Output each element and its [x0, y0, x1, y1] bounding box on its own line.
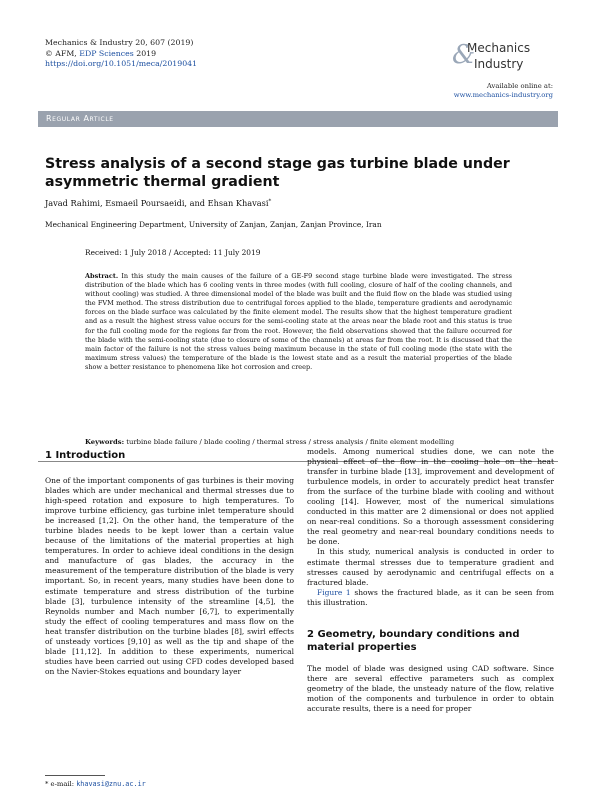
- section-1-right-paragraph-3: Figure 1 shows the fractured blade, as it can be seen from this illustration.: [307, 587, 554, 607]
- article-type-banner: [38, 111, 558, 127]
- affiliation: Mechanical Engineering Department, University of Zanjan, Zanjan, Zanjan Province, Iran: [45, 220, 382, 229]
- availability-note: [454, 82, 553, 100]
- abstract: [85, 272, 512, 372]
- footnote: * e-mail: khavasi@znu.ac.ir: [45, 780, 146, 788]
- right-column: [307, 447, 554, 714]
- figure-1-link[interactable]: Figure 1: [317, 587, 351, 597]
- section-1-continuation: [307, 447, 554, 608]
- received-accepted-dates: Received: 1 July 2018 / Accepted: 11 July 2019: [85, 248, 261, 257]
- article-title: Stress analysis of a second stage gas turbine blade under asymmetric thermal gradient: [45, 156, 510, 190]
- keywords: [85, 438, 454, 446]
- corresponding-author-mark: *: [268, 198, 272, 205]
- journal-website-link[interactable]: www.mechanics-industry.org: [453, 91, 553, 99]
- availability-label: Available online at:: [486, 82, 553, 90]
- abstract-label: Abstract.: [85, 272, 119, 280]
- keywords-text: turbine blade failure / blade cooling / thermal stress / stress analysis / finite element modelling: [126, 438, 455, 446]
- logo-line-2: Industry: [474, 57, 524, 71]
- journal-citation: Mechanics & Industry 20, 607 (2019): [45, 38, 194, 47]
- publisher-link[interactable]: EDP Sciences: [79, 48, 134, 58]
- section-1-heading: 1 Introduction: [45, 450, 126, 461]
- email-link[interactable]: khavasi@znu.ac.ir: [76, 780, 146, 788]
- footnote-divider: [45, 775, 105, 776]
- section-2-paragraph-1: The model of blade was designed using CAD software. Since there are several effective parameters such as complex geometry of the blade, the unsteady nature of the flow, relative motion of the components and turbulence in order to obtain accurate results, there is a need for proper: [307, 663, 554, 713]
- journal-logo: [452, 38, 562, 78]
- section-1-right-paragraph-2: In this study, numerical analysis is conducted in order to estimate thermal stresses due to temperature gradient and stresses caused by aerodynamic and centrifugal effects on a fractured blade.: [307, 547, 554, 587]
- section-1-paragraph-1: One of the important components of gas turbines is their moving blades which are under mechanical and thermal stresses due to high-speed rotation and exposure to high temperatures. To improve turbine efficiency, gas turbine inlet temperature should be increased [1,2]. On the other hand, the temperature of the turbine blades needs to be kept lower than a certain value because of the limitations of the material properties at high temperatures. In order to achieve ideal conditions in the design and manufacture of gas blades, the accuracy in the measurement of the temperature distribution of the blade is very important. So, in recent years, many studies have been done to estimate temperature and stress distribution of the turbine blade [3], turbulence intensity of the streamline [4,5], the Reynolds number and Mach number [6,7], to experimentally study the effect of cooling temperatures and mass flow on the heat transfer distribution on the turbine blades [8], swirl effects of unsteady vortices [9,10] as well as the tip and shape of the blade [11,12]. In addition to these experiments, numerical studies have been carried out using CFD codes developed based on the Navier-Stokes equations and boundary layer: [45, 476, 294, 676]
- section-2-heading: 2 Geometry, boundary conditions and material properties: [307, 628, 520, 653]
- logo-ampersand: &: [452, 40, 476, 70]
- journal-header: [45, 38, 197, 70]
- copyright-line: © AFM, EDP Sciences 2019: [45, 48, 157, 58]
- article-type-label: Regular Article: [46, 114, 114, 123]
- author-list: Javad Rahimi, Esmaeil Poursaeidi, and Ehsan Khavasi*: [45, 198, 272, 208]
- section-1-right-paragraph-1: models. Among numerical studies done, we can note the physical effect of the flow in the cooling hole on the heat transfer in turbine blade [13], improvement and development of turbulence models, in order to accurately predict heat transfer from the surface of the turbine blade with cooling and without cooling [14]. However, most of the numerical simulations conducted in this matter are 2 dimensional or does not applied on near-real conditions. So a thorough assessment considering the real geometry and near-real boundary conditions needs to be done.: [307, 447, 554, 547]
- abstract-text: In this study the main causes of the failure of a GE-F9 second stage turbine blade were investigated. The stress distribution of the blade which has 6 cooling vents in three modes (with full cooling, closure of half of the cooling channels, and without cooling) was studied. A three dimensional model of the blade was built and the fluid flow on the blade was studied using the FVM method. The stress distribution due to centrifugal forces applied to the blade, temperature gradients and aerodynamic forces on the blade surface was calculated by the finite element model. The results show that the highest temperature gradient and as a result the highest stress value occurs for the semi-cooling state at the areas near the blade root and this status is true for the full cooling mode for the regions far from the root. However, the field observations showed that the failure occurred for the blade with the semi-cooling state (due to closure of some of the channels) at areas far from the root. It is discussed that the main factor of the failure is not the stress values being maximum because in the state of full cooling mode (the state with the maximum stress values) the temperature of the blade is the lowest state and as a result the material properties of the blade show a better resistance to phenomena like hot corrosion and creep.: [85, 272, 512, 371]
- doi-link[interactable]: https://doi.org/10.1051/meca/2019041: [45, 59, 198, 68]
- keywords-label: Keywords:: [85, 438, 125, 446]
- logo-line-1: Mechanics: [467, 41, 531, 55]
